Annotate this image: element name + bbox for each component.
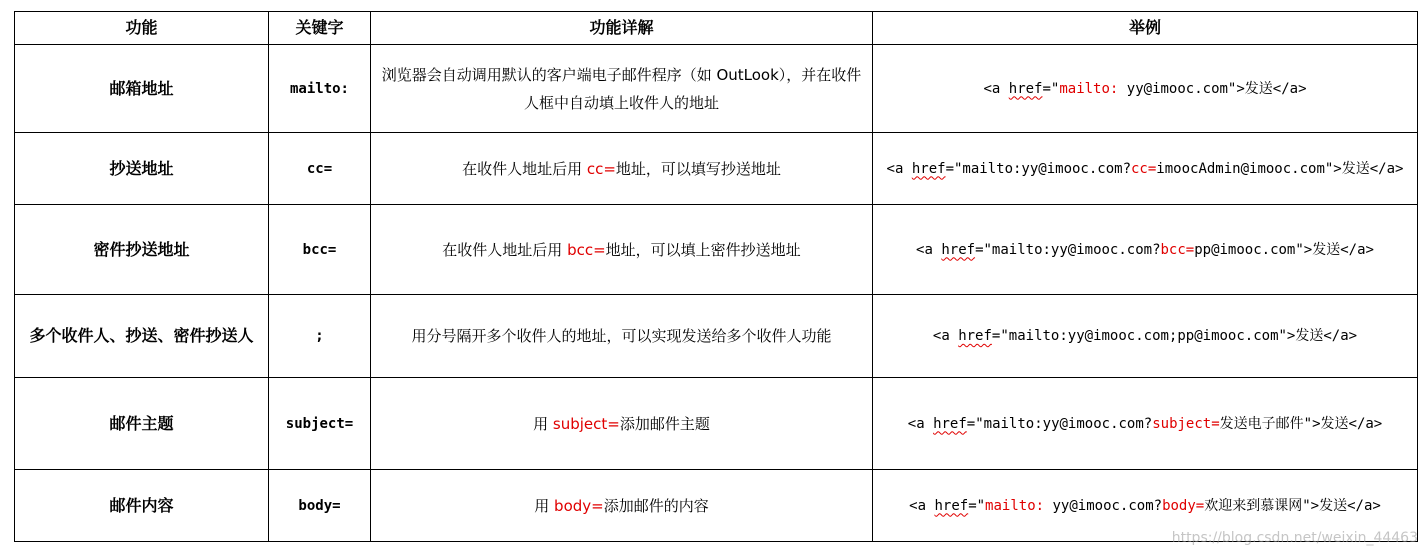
- example-cell: <a href="mailto:yy@imooc.com;pp@imooc.com">发送</a>: [873, 295, 1418, 378]
- detail-cell: 用 subject=添加邮件主题: [371, 378, 873, 470]
- detail-cell: 在收件人地址后用 cc=地址，可以填写抄送地址: [371, 133, 873, 205]
- example-cell: <a href="mailto:yy@imooc.com?subject=发送电子邮件">发送</a>: [873, 378, 1418, 470]
- detail-cell: 用 body=添加邮件的内容: [371, 470, 873, 542]
- keyword-cell: mailto:: [269, 45, 371, 133]
- watermark: https://blog.csdn.net/weixin_44463: [1171, 530, 1418, 546]
- function-cell: 邮件主题: [15, 378, 269, 470]
- keyword-cell: subject=: [269, 378, 371, 470]
- header-keyword: 关键字: [269, 12, 371, 45]
- keyword-cell: bcc=: [269, 205, 371, 295]
- detail-cell: 在收件人地址后用 bcc=地址，可以填上密件抄送地址: [371, 205, 873, 295]
- example-cell: <a href="mailto: yy@imooc.com?body=欢迎来到慕课网">发送</a>: [873, 470, 1418, 542]
- function-cell: 邮件内容: [15, 470, 269, 542]
- header-detail: 功能详解: [371, 12, 873, 45]
- function-cell: 多个收件人、抄送、密件抄送人: [15, 295, 269, 378]
- table-row: [15, 378, 1418, 470]
- table-row: [15, 45, 1418, 133]
- function-cell: 邮箱地址: [15, 45, 269, 133]
- function-cell: 密件抄送地址: [15, 205, 269, 295]
- keyword-cell: body=: [269, 470, 371, 542]
- keyword-cell: cc=: [269, 133, 371, 205]
- function-cell: 抄送地址: [15, 133, 269, 205]
- header-row: [15, 12, 1418, 45]
- detail-cell: 浏览器会自动调用默认的客户端电子邮件程序（如 OutLook），并在收件人框中自动填上收件人的地址: [371, 45, 873, 133]
- example-cell: <a href="mailto: yy@imooc.com">发送</a>: [873, 45, 1418, 133]
- keyword-cell: ;: [269, 295, 371, 378]
- header-function: 功能: [15, 12, 269, 45]
- example-cell: <a href="mailto:yy@imooc.com?cc=imoocAdmin@imooc.com">发送</a>: [873, 133, 1418, 205]
- header-example: 举例: [873, 12, 1418, 45]
- table-row: [15, 205, 1418, 295]
- mailto-reference-table: [14, 11, 1418, 542]
- detail-cell: 用分号隔开多个收件人的地址，可以实现发送给多个收件人功能: [371, 295, 873, 378]
- example-cell: <a href="mailto:yy@imooc.com?bcc=pp@imooc.com">发送</a>: [873, 205, 1418, 295]
- table-row: [15, 295, 1418, 378]
- table-row: [15, 133, 1418, 205]
